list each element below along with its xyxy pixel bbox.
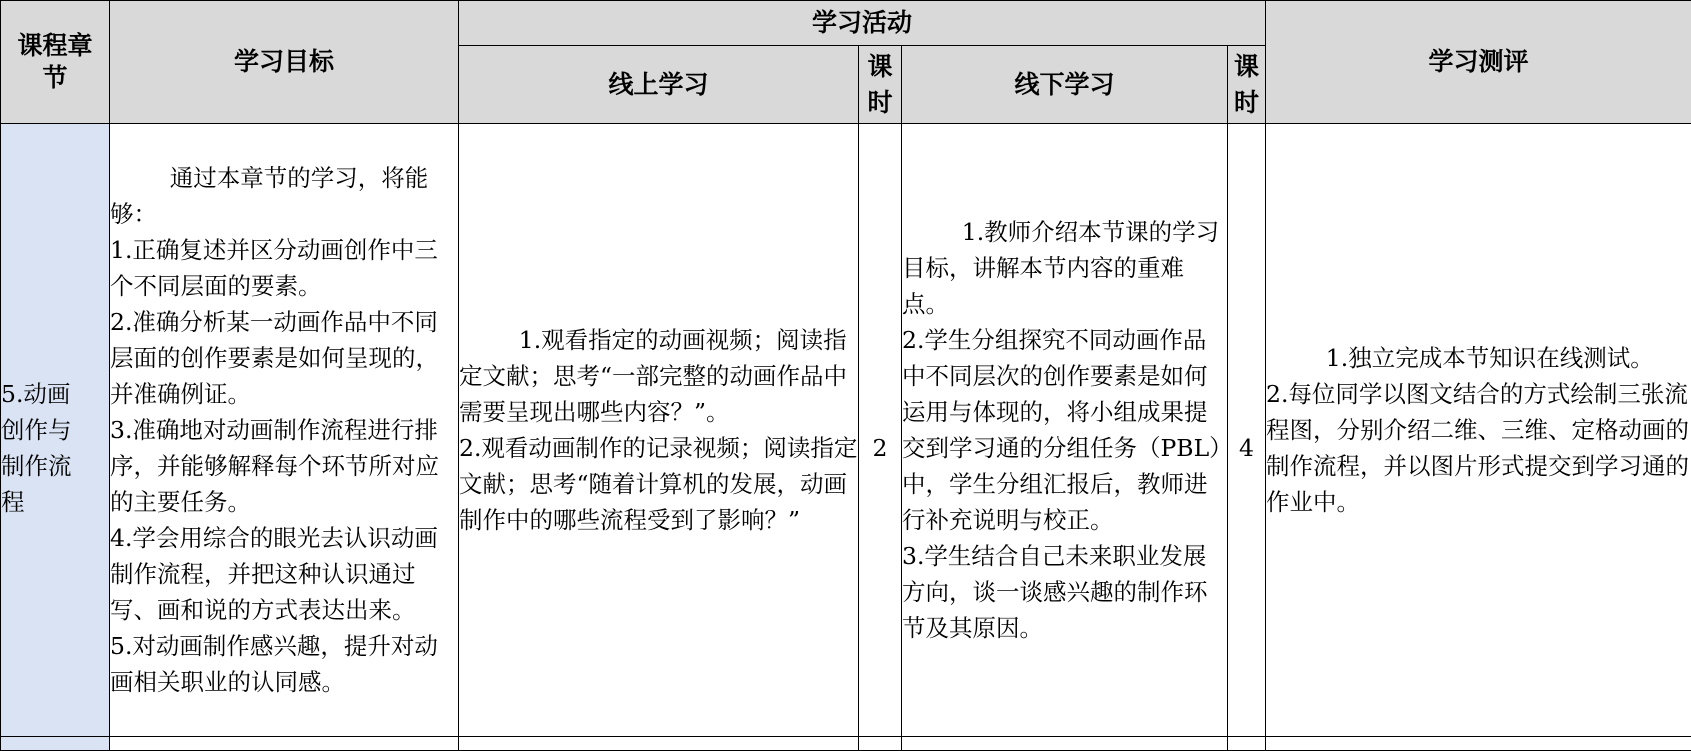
header-chapter: 课程章节 bbox=[13, 30, 97, 94]
content-row bbox=[1, 124, 1691, 737]
assessment-text: 1.独立完成本节知识在线测试。 2.每位同学以图文结合的方式绘制三张流程图，分别介绍二维、三维、定格动画的制作流程，并以图片形式提交到学习通的作业中。 bbox=[1266, 344, 1689, 516]
header-offline: 线下学习 bbox=[1014, 70, 1114, 99]
next-row-cell[interactable] bbox=[902, 737, 1228, 751]
next-row-partial bbox=[1, 737, 1691, 751]
header-activities: 学习活动 bbox=[812, 8, 912, 37]
next-row-cell[interactable] bbox=[110, 737, 459, 751]
hours-offline-cell[interactable] bbox=[1228, 124, 1266, 737]
next-row-cell[interactable] bbox=[459, 737, 859, 751]
next-row-cell[interactable] bbox=[859, 737, 902, 751]
hours-online-value: 2 bbox=[873, 434, 888, 462]
header-row-1 bbox=[1, 1, 1691, 46]
next-row-cell[interactable] bbox=[1266, 737, 1691, 751]
online-learning-text: 1.观看指定的动画视频；阅读指定文献；思考“一部完整的动画作品中需要呈现出哪些内容？”。 2.观看动画制作的记录视频；阅读指定文献；思考“随着计算机的发展，动画制作中的哪些流程受到了影响？” bbox=[459, 326, 857, 534]
assessment-cell[interactable] bbox=[1266, 124, 1691, 737]
offline-learning-cell[interactable] bbox=[902, 124, 1228, 737]
header-objectives-cell[interactable] bbox=[110, 1, 459, 124]
header-hours-online-cell[interactable] bbox=[859, 46, 902, 124]
header-assessment: 学习测评 bbox=[1429, 47, 1529, 76]
header-activities-cell[interactable] bbox=[459, 1, 1266, 46]
hours-offline-value: 4 bbox=[1239, 434, 1254, 462]
next-row-cell[interactable] bbox=[1228, 737, 1266, 751]
offline-learning-text: 1.教师介绍本节课的学习目标，讲解本节内容的重难点。 2.学生分组探究不同动画作品中不同层次的创作要素是如何运用与体现的，将小组成果提交到学习通的分组任务（PBL）中，学生分组汇报后，教师进行补充说明与校正。 3.学生结合自己未来职业发展方向，谈一谈感兴趣的制作环节及其原因。 bbox=[902, 218, 1221, 642]
header-chapter-cell[interactable] bbox=[1, 1, 110, 124]
chapter-text: 5.动画创作与制作流程 bbox=[1, 376, 93, 520]
header-hours-online: 课时 bbox=[866, 49, 894, 121]
online-learning-cell[interactable] bbox=[459, 124, 859, 737]
header-objectives: 学习目标 bbox=[234, 47, 334, 76]
objectives-text: 通过本章节的学习，将能够： 1.正确复述并区分动画创作中三个不同层面的要素。 2.准确分析某一动画作品中不同层面的创作要素是如何呈现的，并准确例证。 3.准确地对动画制作流程进行排序，并能够解释每个环节所对应的主要任务。 4.学会用综合的眼光去认识动画制作流程，并把这种认识通过写、画和说的方式表达出来。 5.对动画制作感兴趣，提升对动画相关职业的认同感。 bbox=[110, 164, 439, 696]
header-hours-offline-cell[interactable] bbox=[1228, 46, 1266, 124]
header-hours-offline: 课时 bbox=[1233, 49, 1261, 121]
next-row-cell[interactable] bbox=[1, 737, 110, 751]
chapter-cell[interactable] bbox=[1, 124, 110, 737]
header-assessment-cell[interactable] bbox=[1266, 1, 1691, 124]
header-offline-cell[interactable] bbox=[902, 46, 1228, 124]
header-online: 线上学习 bbox=[608, 70, 708, 99]
header-online-cell[interactable] bbox=[459, 46, 859, 124]
objectives-cell[interactable] bbox=[110, 124, 459, 737]
hours-online-cell[interactable] bbox=[859, 124, 902, 737]
